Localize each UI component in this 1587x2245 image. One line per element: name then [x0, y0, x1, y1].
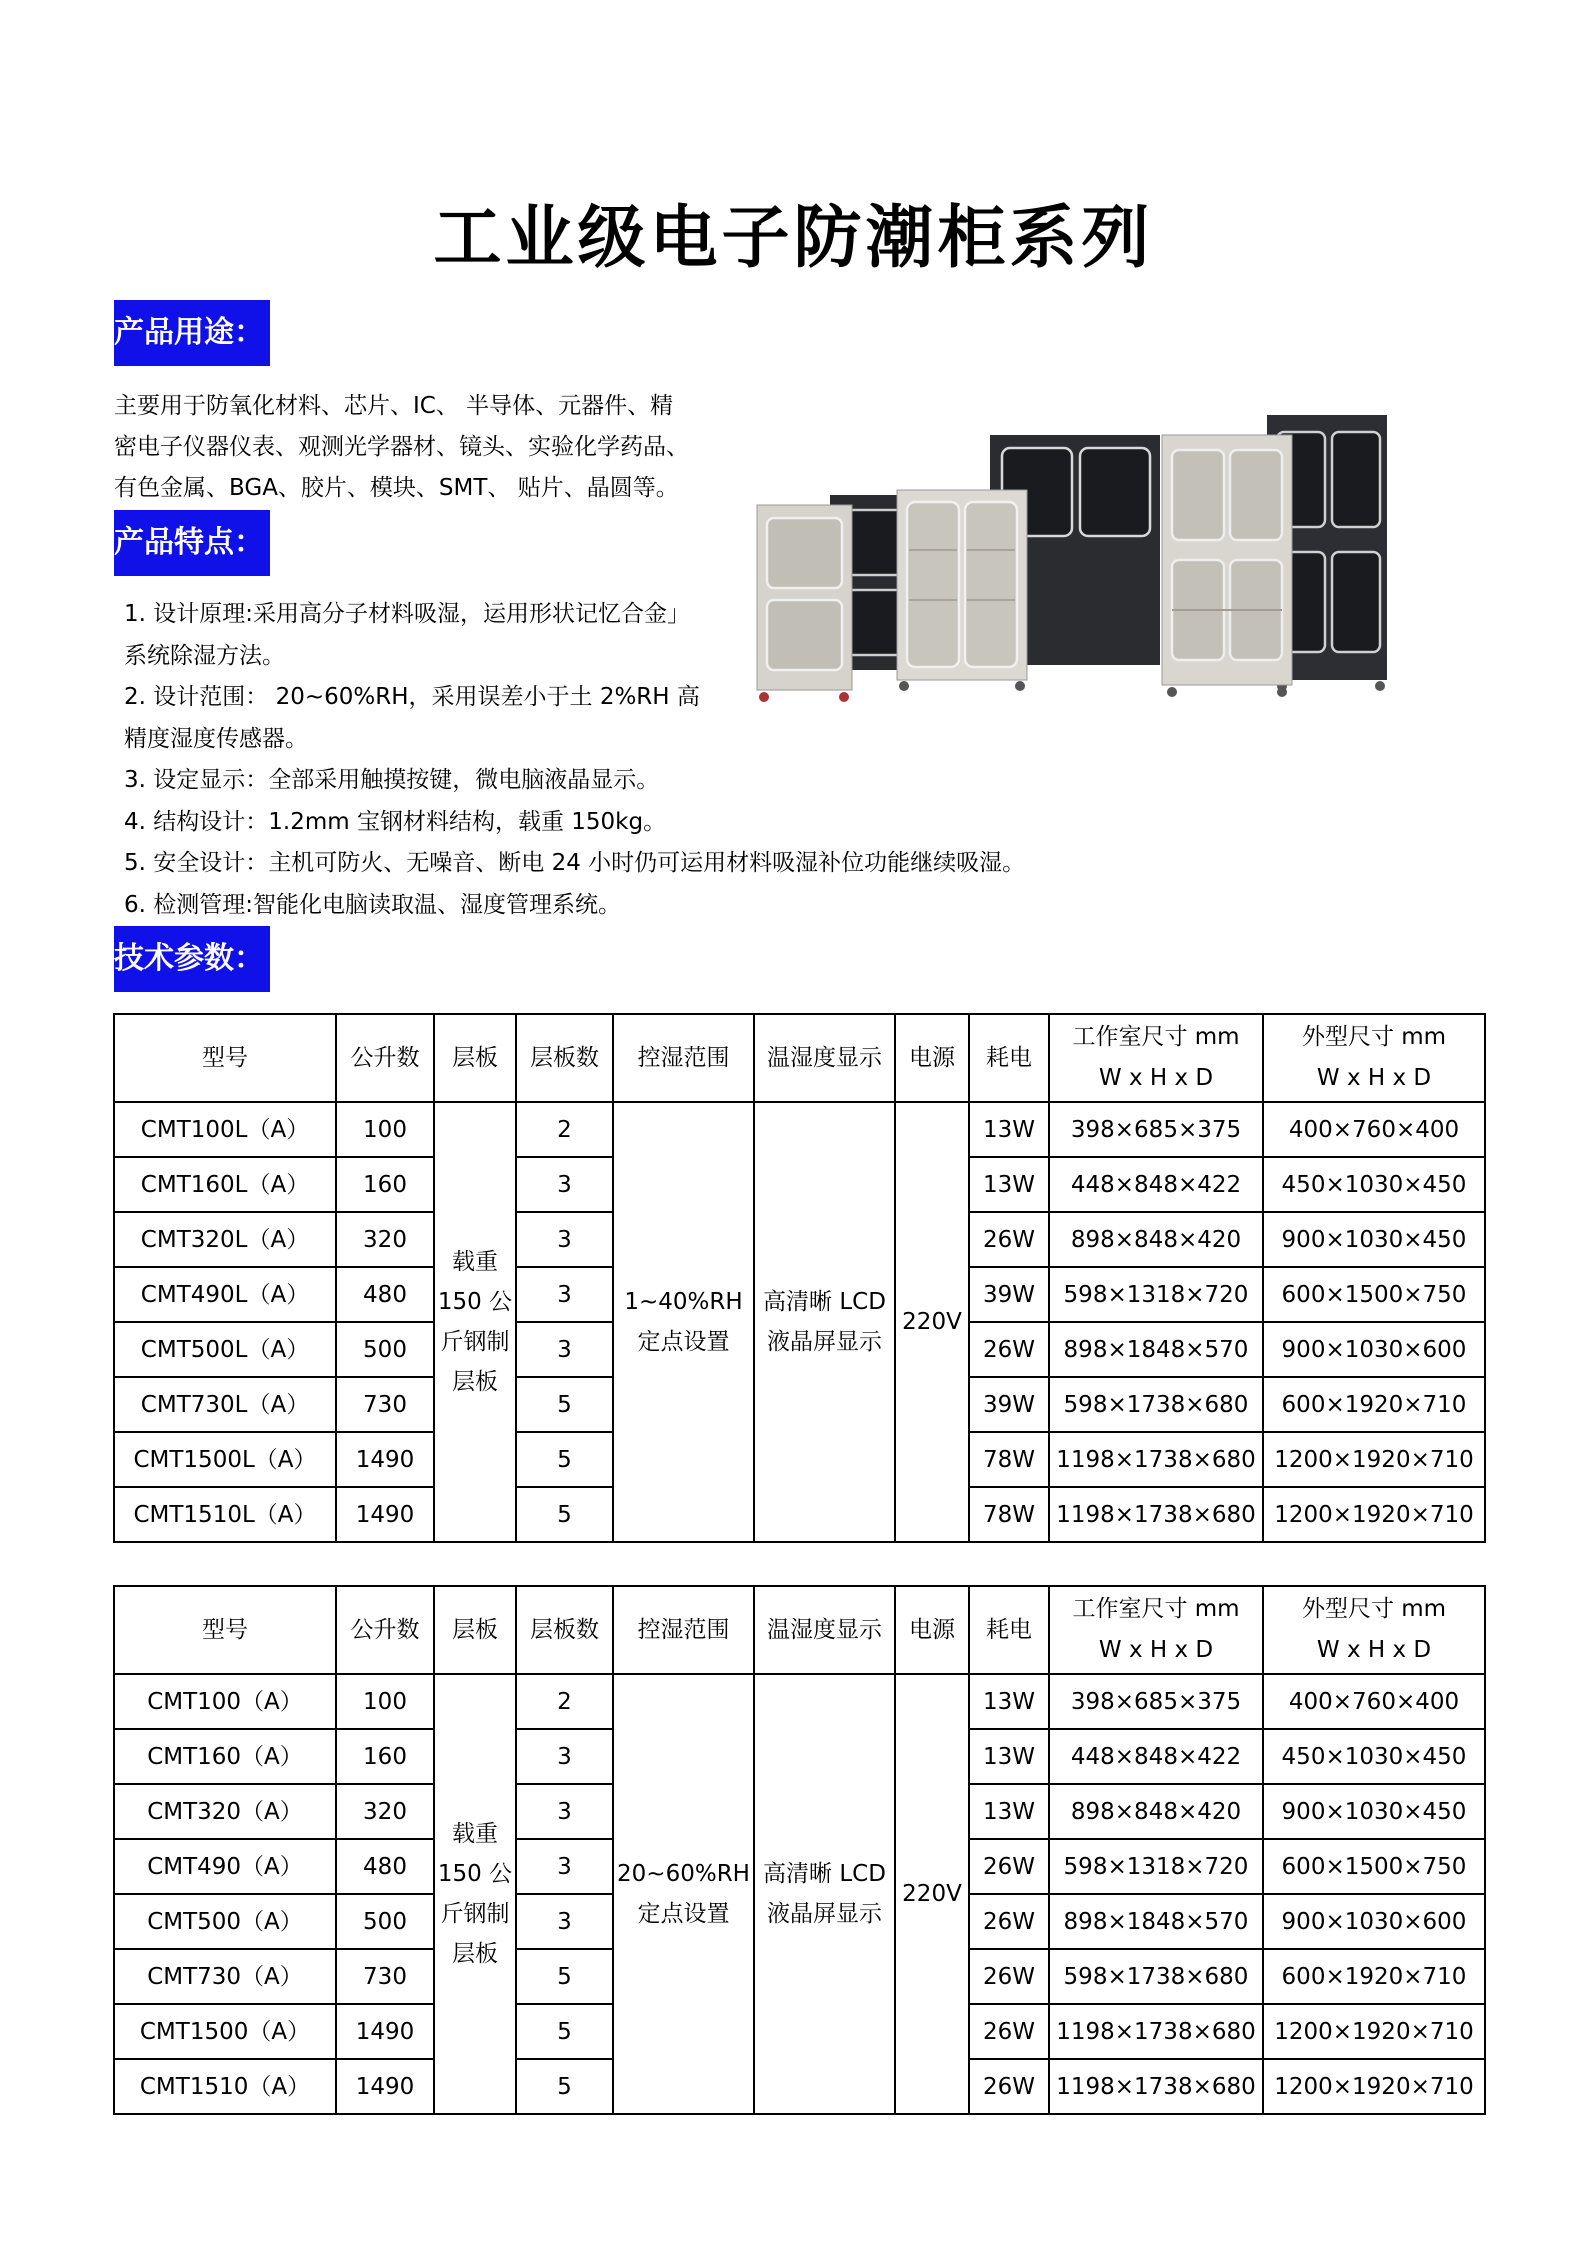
humidity-range-line: 1~40%RH — [624, 1289, 743, 1315]
inner-size-cell: 1198×1738×680 — [1049, 2059, 1263, 2114]
outer-size-cell: 1200×1920×710 — [1263, 1487, 1485, 1542]
display-line: 液晶屏显示 — [767, 1329, 882, 1355]
liters-cell: 480 — [336, 1267, 434, 1322]
model-cell: CMT320L（A） — [114, 1212, 336, 1267]
model-cell: CMT1510（A） — [114, 2059, 336, 2114]
shelf-count-cell: 3 — [516, 1729, 613, 1784]
inner-size-cell: 398×685×375 — [1049, 1102, 1263, 1157]
display-cell — [754, 1102, 895, 1542]
inner-size-cell: 448×848×422 — [1049, 1729, 1263, 1784]
consumption-cell: 13W — [969, 1157, 1049, 1212]
inner-size-cell: 1198×1738×680 — [1049, 1487, 1263, 1542]
consumption-cell: 39W — [969, 1377, 1049, 1432]
col-inner-size — [1049, 1586, 1263, 1674]
outer-size-cell: 400×760×400 — [1263, 1102, 1485, 1157]
col-outer-size — [1263, 1014, 1485, 1102]
outer-size-cell: 450×1030×450 — [1263, 1157, 1485, 1212]
shelf-note-line: 载重 — [452, 1821, 498, 1847]
consumption-cell: 26W — [969, 1322, 1049, 1377]
col-model: 型号 — [114, 1014, 336, 1102]
outer-size-cell: 900×1030×600 — [1263, 1322, 1485, 1377]
shelf-count-cell: 5 — [516, 1432, 613, 1487]
liters-cell: 160 — [336, 1157, 434, 1212]
outer-size-cell: 600×1920×710 — [1263, 1377, 1485, 1432]
liters-cell: 100 — [336, 1102, 434, 1157]
feature-line: 3. 设定显示：全部采用触摸按键，微电脑液晶显示。 — [124, 767, 660, 793]
shelf-count-cell: 3 — [516, 1267, 613, 1322]
humidity-range-line: 定点设置 — [637, 1901, 730, 1927]
model-cell: CMT320（A） — [114, 1784, 336, 1839]
inner-size-cell: 1198×1738×680 — [1049, 1432, 1263, 1487]
shelf-note-line: 斤钢制 — [440, 1329, 510, 1355]
product-cabinets-image — [752, 410, 1452, 710]
col-shelf-count: 层板数 — [516, 1014, 613, 1102]
shelf-count-cell: 5 — [516, 1949, 613, 2004]
liters-cell: 320 — [336, 1784, 434, 1839]
humidity-range-line: 20~60%RH — [617, 1861, 750, 1887]
shelf-note-cell — [434, 1102, 516, 1542]
shelf-count-cell: 2 — [516, 1674, 613, 1729]
features-heading: 产品特点： — [114, 510, 270, 576]
specs-heading: 技术参数： — [114, 926, 270, 992]
shelf-note-line: 150 公 — [437, 1289, 513, 1315]
col-outer-size — [1263, 1586, 1485, 1674]
liters-cell: 480 — [336, 1839, 434, 1894]
col-humidity-range: 控湿范围 — [613, 1586, 754, 1674]
model-cell: CMT500（A） — [114, 1894, 336, 1949]
outer-size-cell: 400×760×400 — [1263, 1674, 1485, 1729]
outer-size-label: 外型尺寸 mm — [1301, 1596, 1447, 1622]
feature-line: 系统除湿方法。 — [124, 642, 285, 669]
feature-line: 精度湿度传感器。 — [124, 725, 308, 752]
inner-size-cell: 898×1848×570 — [1049, 1322, 1263, 1377]
consumption-cell: 78W — [969, 1487, 1049, 1542]
liters-cell: 500 — [336, 1894, 434, 1949]
liters-cell: 1490 — [336, 2059, 434, 2114]
power-cell: 220V — [895, 1674, 969, 2114]
liters-cell: 160 — [336, 1729, 434, 1784]
table-header-row — [114, 1586, 1485, 1674]
liters-cell: 730 — [336, 1949, 434, 2004]
inner-size-cell: 898×848×420 — [1049, 1784, 1263, 1839]
col-model: 型号 — [114, 1586, 336, 1674]
col-consumption: 耗电 — [969, 1586, 1049, 1674]
col-shelf: 层板 — [434, 1586, 516, 1674]
feature-line: 1. 设计原理:采用高分子材料吸湿，运用形状记忆合金」 — [124, 601, 691, 627]
outer-size-unit: W x H x D — [1316, 1065, 1432, 1091]
col-shelf-count: 层板数 — [516, 1586, 613, 1674]
liters-cell: 1490 — [336, 2004, 434, 2059]
outer-size-cell: 600×1500×750 — [1263, 1839, 1485, 1894]
consumption-cell: 26W — [969, 2059, 1049, 2114]
model-cell: CMT730L（A） — [114, 1377, 336, 1432]
shelf-count-cell: 5 — [516, 1377, 613, 1432]
col-liters: 公升数 — [336, 1014, 434, 1102]
inner-size-cell: 898×1848×570 — [1049, 1894, 1263, 1949]
feature-line: 4. 结构设计：1.2mm 宝钢材料结构，载重 150kg。 — [124, 808, 667, 835]
consumption-cell: 13W — [969, 1674, 1049, 1729]
consumption-cell: 78W — [969, 1432, 1049, 1487]
spec-table-2 — [113, 1585, 1486, 2115]
inner-size-cell: 448×848×422 — [1049, 1157, 1263, 1212]
col-inner-size — [1049, 1014, 1263, 1102]
spec-table-1 — [113, 1013, 1486, 1543]
inner-size-label: 工作室尺寸 mm — [1072, 1024, 1240, 1050]
model-cell: CMT100L（A） — [114, 1102, 336, 1157]
col-power: 电源 — [895, 1014, 969, 1102]
table-header-row — [114, 1014, 1485, 1102]
display-line: 高清晰 LCD — [763, 1861, 886, 1887]
outer-size-cell: 900×1030×450 — [1263, 1212, 1485, 1267]
model-cell: CMT100（A） — [114, 1674, 336, 1729]
display-cell — [754, 1674, 895, 2114]
consumption-cell: 26W — [969, 2004, 1049, 2059]
outer-size-cell: 600×1920×710 — [1263, 1949, 1485, 2004]
col-display: 温湿度显示 — [754, 1014, 895, 1102]
inner-size-cell: 598×1738×680 — [1049, 1949, 1263, 2004]
usage-line: 有色金属、BGA、胶片、模块、SMT、 贴片、晶圆等。 — [114, 475, 679, 501]
power-cell: 220V — [895, 1102, 969, 1542]
display-line: 液晶屏显示 — [767, 1901, 882, 1927]
shelf-note-line: 斤钢制 — [440, 1901, 510, 1927]
feature-line: 2. 设计范围： 20~60%RH，采用误差小于土 2%RH 高 — [124, 684, 700, 710]
outer-size-unit: W x H x D — [1316, 1637, 1432, 1663]
page-title: 工业级电子防潮柜系列 — [433, 198, 1154, 278]
usage-line: 密电子仪器仪表、观测光学器材、镜头、实验化学药品、 — [114, 434, 689, 460]
col-consumption: 耗电 — [969, 1014, 1049, 1102]
shelf-note-line: 层板 — [452, 1941, 498, 1967]
consumption-cell: 13W — [969, 1729, 1049, 1784]
consumption-cell: 39W — [969, 1267, 1049, 1322]
outer-size-cell: 600×1500×750 — [1263, 1267, 1485, 1322]
outer-size-cell: 450×1030×450 — [1263, 1729, 1485, 1784]
feature-line: 5. 安全设计：主机可防火、无噪音、断电 24 小时仍可运用材料吸湿补位功能继续吸湿。 — [124, 850, 1026, 876]
model-cell: CMT1510L（A） — [114, 1487, 336, 1542]
inner-size-cell: 398×685×375 — [1049, 1674, 1263, 1729]
beige-cabinet-small — [757, 505, 852, 702]
model-cell: CMT1500L（A） — [114, 1432, 336, 1487]
usage-heading: 产品用途： — [114, 300, 270, 366]
display-line: 高清晰 LCD — [763, 1289, 886, 1315]
liters-cell: 1490 — [336, 1432, 434, 1487]
feature-line: 6. 检测管理:智能化电脑读取温、湿度管理系统。 — [124, 891, 622, 918]
table-row — [114, 1674, 1485, 1729]
beige-cabinet-two-door — [897, 490, 1027, 691]
shelf-count-cell: 2 — [516, 1102, 613, 1157]
consumption-cell: 26W — [969, 1212, 1049, 1267]
liters-cell: 500 — [336, 1322, 434, 1377]
usage-text — [114, 386, 734, 509]
model-cell: CMT730（A） — [114, 1949, 336, 2004]
col-humidity-range: 控湿范围 — [613, 1014, 754, 1102]
outer-size-label: 外型尺寸 mm — [1301, 1024, 1447, 1050]
humidity-range-cell — [613, 1102, 754, 1542]
shelf-count-cell: 3 — [516, 1212, 613, 1267]
liters-cell: 320 — [336, 1212, 434, 1267]
shelf-count-cell: 5 — [516, 2004, 613, 2059]
consumption-cell: 13W — [969, 1784, 1049, 1839]
beige-cabinet-four-door — [1162, 435, 1292, 697]
model-cell: CMT490（A） — [114, 1839, 336, 1894]
table-row — [114, 1102, 1485, 1157]
shelf-count-cell: 5 — [516, 1487, 613, 1542]
consumption-cell: 13W — [969, 1102, 1049, 1157]
inner-size-label: 工作室尺寸 mm — [1072, 1596, 1240, 1622]
consumption-cell: 26W — [969, 1949, 1049, 2004]
col-display: 温湿度显示 — [754, 1586, 895, 1674]
col-shelf: 层板 — [434, 1014, 516, 1102]
liters-cell: 1490 — [336, 1487, 434, 1542]
inner-size-cell: 1198×1738×680 — [1049, 2004, 1263, 2059]
shelf-count-cell: 3 — [516, 1784, 613, 1839]
liters-cell: 100 — [336, 1674, 434, 1729]
shelf-note-line: 载重 — [452, 1249, 498, 1275]
humidity-range-cell — [613, 1674, 754, 2114]
outer-size-cell: 1200×1920×710 — [1263, 2059, 1485, 2114]
consumption-cell: 26W — [969, 1839, 1049, 1894]
inner-size-cell: 898×848×420 — [1049, 1212, 1263, 1267]
outer-size-cell: 1200×1920×710 — [1263, 1432, 1485, 1487]
usage-line: 主要用于防氧化材料、芯片、IC、 半导体、元器件、精 — [114, 393, 674, 419]
model-cell: CMT500L（A） — [114, 1322, 336, 1377]
shelf-note-cell — [434, 1674, 516, 2114]
outer-size-cell: 900×1030×450 — [1263, 1784, 1485, 1839]
outer-size-cell: 1200×1920×710 — [1263, 2004, 1485, 2059]
shelf-note-line: 150 公 — [437, 1861, 513, 1887]
model-cell: CMT1500（A） — [114, 2004, 336, 2059]
model-cell: CMT490L（A） — [114, 1267, 336, 1322]
col-power: 电源 — [895, 1586, 969, 1674]
shelf-note-line: 层板 — [452, 1369, 498, 1395]
inner-size-cell: 598×1318×720 — [1049, 1267, 1263, 1322]
liters-cell: 730 — [336, 1377, 434, 1432]
humidity-range-line: 定点设置 — [637, 1329, 730, 1355]
shelf-count-cell: 3 — [516, 1839, 613, 1894]
outer-size-cell: 900×1030×600 — [1263, 1894, 1485, 1949]
model-cell: CMT160（A） — [114, 1729, 336, 1784]
inner-size-unit: W x H x D — [1098, 1637, 1214, 1663]
model-cell: CMT160L（A） — [114, 1157, 336, 1212]
shelf-count-cell: 5 — [516, 2059, 613, 2114]
shelf-count-cell: 3 — [516, 1322, 613, 1377]
shelf-count-cell: 3 — [516, 1894, 613, 1949]
inner-size-unit: W x H x D — [1098, 1065, 1214, 1091]
shelf-count-cell: 3 — [516, 1157, 613, 1212]
consumption-cell: 26W — [969, 1894, 1049, 1949]
inner-size-cell: 598×1738×680 — [1049, 1377, 1263, 1432]
col-liters: 公升数 — [336, 1586, 434, 1674]
inner-size-cell: 598×1318×720 — [1049, 1839, 1263, 1894]
